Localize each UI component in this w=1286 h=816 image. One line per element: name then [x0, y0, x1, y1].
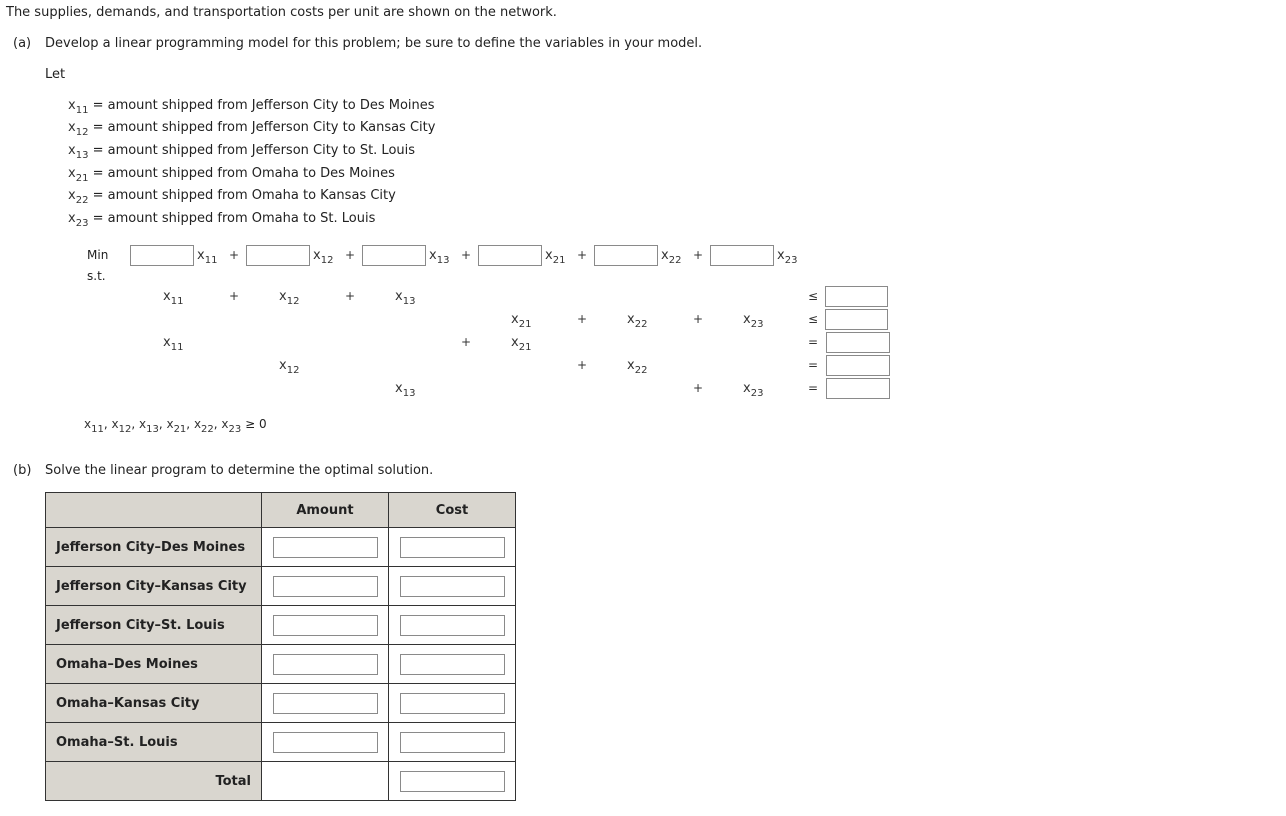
cost-input-om-dm[interactable] — [400, 654, 505, 675]
constraint-var-x11: $x_{11}$ — [163, 335, 184, 353]
cost-column-header: Cost — [389, 493, 516, 528]
objective-var-x12: $x_{12}$ — [313, 248, 334, 266]
cost-input-jc-kc[interactable] — [400, 576, 505, 597]
constraint-var-x12: $x_{12}$ — [279, 289, 300, 307]
table-row — [46, 684, 516, 723]
st-label: s.t. — [87, 269, 106, 283]
solution-table — [45, 492, 516, 801]
plus-sign: + — [461, 335, 472, 349]
total-cost-input[interactable] — [400, 771, 505, 792]
plus-sign: + — [693, 248, 704, 262]
part-a-text: Develop a linear programming model for this problem; be sure to define the variables in your model. — [45, 36, 703, 51]
constraint-var-x13: $x_{13}$ — [395, 381, 416, 399]
min-label: Min — [87, 248, 109, 262]
plus-sign: + — [345, 289, 356, 303]
constraint-var-x23: $x_{23}$ — [743, 381, 764, 399]
row-label: Jefferson City–Des Moines — [46, 528, 262, 567]
constraint-sign: ≤ — [808, 289, 819, 303]
definition-x22: $x_{22}$ = amount shipped from Omaha to Kansas City — [68, 188, 396, 206]
cost-input-jc-sl[interactable] — [400, 615, 505, 636]
definition-x13: $x_{13}$ = amount shipped from Jefferson City to St. Louis — [68, 143, 416, 161]
amount-input-om-dm[interactable] — [273, 654, 378, 675]
total-row — [46, 762, 516, 801]
row-label: Jefferson City–St. Louis — [46, 606, 262, 645]
objective-coef-x21[interactable] — [478, 245, 542, 266]
part-a-label: (a) — [13, 36, 32, 51]
table-row — [46, 606, 516, 645]
amount-input-om-kc[interactable] — [273, 693, 378, 714]
amount-column-header: Amount — [262, 493, 389, 528]
row-label: Omaha–St. Louis — [46, 723, 262, 762]
objective-coef-x23[interactable] — [710, 245, 774, 266]
constraint-1-rhs[interactable] — [825, 286, 888, 307]
objective-var-x23: $x_{23}$ — [777, 248, 798, 266]
plus-sign: + — [577, 358, 588, 372]
constraint-sign: = — [808, 335, 819, 349]
objective-var-x22: $x_{22}$ — [661, 248, 682, 266]
cost-input-om-sl[interactable] — [400, 732, 505, 753]
table-row — [46, 567, 516, 606]
constraint-var-x21: $x_{21}$ — [511, 335, 532, 353]
row-label: Omaha–Kansas City — [46, 684, 262, 723]
definition-x23: $x_{23}$ = amount shipped from Omaha to St. Louis — [68, 211, 376, 229]
objective-coef-x12[interactable] — [246, 245, 310, 266]
constraint-sign: = — [808, 381, 819, 395]
cost-input-om-kc[interactable] — [400, 693, 505, 714]
constraint-sign: = — [808, 358, 819, 372]
objective-coef-x11[interactable] — [130, 245, 194, 266]
plus-sign: + — [693, 381, 704, 395]
table-row — [46, 723, 516, 762]
constraint-4-rhs[interactable] — [826, 355, 890, 376]
amount-input-jc-sl[interactable] — [273, 615, 378, 636]
constraint-5-rhs[interactable] — [826, 378, 890, 399]
constraint-var-x23: $x_{23}$ — [743, 312, 764, 330]
definition-x11: $x_{11}$ = amount shipped from Jefferson City to Des Moines — [68, 98, 435, 116]
row-label: Jefferson City–Kansas City — [46, 567, 262, 606]
amount-input-jc-dm[interactable] — [273, 537, 378, 558]
constraint-var-x22: $x_{22}$ — [627, 312, 648, 330]
plus-sign: + — [229, 248, 240, 262]
objective-coef-x13[interactable] — [362, 245, 426, 266]
constraint-var-x13: $x_{13}$ — [395, 289, 416, 307]
plus-sign: + — [577, 312, 588, 326]
table-header-row — [46, 493, 516, 528]
empty-total-amount-cell — [262, 762, 389, 801]
part-b-text: Solve the linear program to determine the optimal solution. — [45, 463, 434, 478]
objective-coef-x22[interactable] — [594, 245, 658, 266]
definition-x21: $x_{21}$ = amount shipped from Omaha to Des Moines — [68, 166, 395, 184]
let-label: Let — [45, 67, 66, 82]
objective-var-x11: $x_{11}$ — [197, 248, 218, 266]
constraint-2-rhs[interactable] — [825, 309, 888, 330]
constraint-var-x21: $x_{21}$ — [511, 312, 532, 330]
nonnegativity-constraint: $x_{11}$, $x_{12}$, $x_{13}$, $x_{21}$, $x_{22}$, $x_{23} \ge 0$ — [84, 417, 267, 435]
plus-sign: + — [577, 248, 588, 262]
definition-x12: $x_{12}$ = amount shipped from Jefferson City to Kansas City — [68, 120, 436, 138]
table-row — [46, 528, 516, 567]
empty-header-cell — [46, 493, 262, 528]
amount-input-jc-kc[interactable] — [273, 576, 378, 597]
row-label: Omaha–Des Moines — [46, 645, 262, 684]
table-row — [46, 645, 516, 684]
intro-text: The supplies, demands, and transportation costs per unit are shown on the network. — [6, 5, 557, 20]
objective-var-x21: $x_{21}$ — [545, 248, 566, 266]
plus-sign: + — [693, 312, 704, 326]
amount-input-om-sl[interactable] — [273, 732, 378, 753]
constraint-var-x22: $x_{22}$ — [627, 358, 648, 376]
total-label: Total — [46, 762, 262, 801]
objective-var-x13: $x_{13}$ — [429, 248, 450, 266]
plus-sign: + — [229, 289, 240, 303]
constraint-var-x12: $x_{12}$ — [279, 358, 300, 376]
constraint-var-x11: $x_{11}$ — [163, 289, 184, 307]
constraint-3-rhs[interactable] — [826, 332, 890, 353]
part-b-label: (b) — [13, 463, 32, 478]
constraint-sign: ≤ — [808, 312, 819, 326]
plus-sign: + — [345, 248, 356, 262]
cost-input-jc-dm[interactable] — [400, 537, 505, 558]
plus-sign: + — [461, 248, 472, 262]
